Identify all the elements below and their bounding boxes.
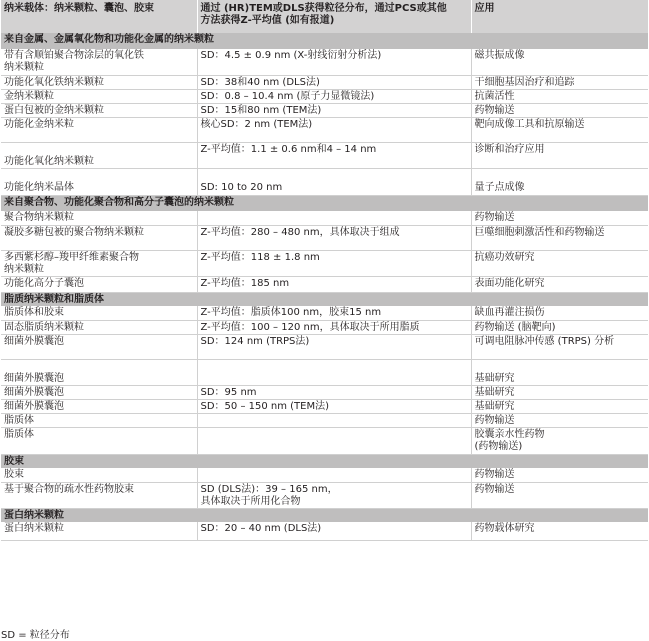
cell-line: 凝胶多糖包被的聚合物纳米颗粒 — [4, 226, 144, 238]
application-cell — [471, 276, 648, 292]
header-size-line1: 通过 (HR)TEM或DLS获得粒径分布，通过PCS或其他 — [200, 3, 447, 14]
table-header-row — [1, 0, 648, 33]
nanocarrier-table — [1, 0, 649, 541]
cell-line: (药物输送) — [474, 440, 523, 452]
cell-line: SD：20 – 40 nm (DLS法) — [200, 523, 322, 534]
cell-line: 纳米颗粒 — [4, 62, 44, 73]
application-cell — [471, 168, 648, 195]
cell-line: 干细胞基因治疗和追踪 — [474, 76, 575, 88]
cell-line: 核心SD：2 nm (TEM法) — [200, 118, 313, 130]
application-cell — [471, 468, 648, 482]
cell-line: 药物输送 — [474, 469, 515, 480]
cell-line: 功能化高分子囊泡 — [4, 277, 84, 289]
carrier-cell — [1, 306, 197, 320]
table-row — [1, 103, 648, 117]
section-header-row — [1, 195, 648, 211]
table-row — [1, 142, 648, 168]
cell-line: 表面功能化研究 — [474, 277, 545, 289]
table-row — [1, 117, 648, 142]
size-cell — [197, 142, 471, 168]
cell-line: 靶向成像工具和抗原输送 — [474, 118, 585, 130]
cell-line: 纳米颗粒 — [4, 263, 44, 275]
table-row — [1, 89, 648, 103]
cell-line: 抗癌功效研究 — [474, 251, 535, 263]
section-title: 胶束 — [1, 454, 648, 468]
cell-line: 脂质体和胶束 — [4, 307, 64, 318]
section-header-row — [1, 33, 648, 49]
cell-line: Z-平均值：1.1 ± 0.6 nm和4 – 14 nm — [200, 143, 377, 155]
section-header-row — [1, 292, 648, 306]
cell-line: 带有含顺铂聚合物涂层的氧化铁 — [4, 50, 144, 61]
cell-line: Z-平均值：100 – 120 nm，具体取决于所用脂质 — [200, 321, 420, 333]
cell-line: 药物输送 (脑靶向) — [474, 321, 556, 333]
table-row — [1, 413, 648, 427]
application-cell — [471, 427, 648, 454]
cell-line: 细菌外膜囊泡 — [4, 372, 64, 384]
application-cell — [471, 522, 648, 540]
cell-line: 细菌外膜囊泡 — [4, 335, 64, 347]
size-cell — [197, 168, 471, 195]
section-title: 蛋白纳米颗粒 — [1, 508, 648, 522]
cell-line: 药物输送 — [474, 414, 515, 426]
size-cell — [197, 211, 471, 225]
carrier-cell — [1, 413, 197, 427]
table-row — [1, 276, 648, 292]
table-row — [1, 385, 648, 399]
carrier-cell — [1, 399, 197, 413]
table-body — [1, 33, 648, 540]
application-cell — [471, 482, 648, 508]
application-cell — [471, 306, 648, 320]
header-size-line2: 方法获得Z-平均值 (如有报道) — [200, 15, 335, 26]
size-cell — [197, 413, 471, 427]
size-cell — [197, 334, 471, 359]
cell-line: 脂质体 — [4, 414, 34, 426]
cell-line: 磁共振成像 — [474, 50, 525, 61]
cell-line: 诊断和治疗应用 — [474, 143, 545, 155]
application-cell — [471, 385, 648, 399]
size-cell — [197, 385, 471, 399]
cell-line: 功能化氧化纳米颗粒 — [4, 155, 94, 167]
table-row — [1, 306, 648, 320]
carrier-cell — [1, 211, 197, 225]
cell-line: 胶束 — [4, 469, 24, 480]
application-cell — [471, 399, 648, 413]
cell-line: 量子点成像 — [474, 181, 525, 193]
header-application: 应用 — [471, 0, 648, 33]
cell-line: 细菌外膜囊泡 — [4, 386, 64, 398]
size-cell — [197, 399, 471, 413]
cell-line: SD：124 nm (TRPS法) — [200, 335, 310, 347]
cell-line: 基于聚合物的疏水性药物胶束 — [4, 483, 134, 495]
cell-line: 脂质体 — [4, 428, 34, 440]
carrier-cell — [1, 89, 197, 103]
carrier-cell — [1, 385, 197, 399]
size-cell — [197, 225, 471, 250]
cell-line: 多西紫杉醇–羧甲纤维素聚合物 — [4, 251, 139, 263]
application-cell — [471, 117, 648, 142]
size-cell — [197, 306, 471, 320]
cell-line: Z-平均值：280 – 480 nm，具体取决于组成 — [200, 226, 400, 238]
carrier-cell — [1, 427, 197, 454]
cell-line: 功能化金纳米粒 — [4, 118, 74, 130]
cell-line: 药物输送 — [474, 104, 515, 116]
table-row — [1, 522, 648, 540]
cell-line: SD：38和40 nm (DLS法) — [200, 76, 320, 88]
application-cell — [471, 413, 648, 427]
size-cell — [197, 49, 471, 75]
cell-line: 聚合物纳米颗粒 — [4, 212, 74, 223]
size-cell — [197, 522, 471, 540]
cell-line: 蛋白纳米颗粒 — [4, 523, 64, 534]
table-row — [1, 250, 648, 276]
cell-line: Z-平均值：脂质体100 nm，胶束15 nm — [200, 307, 382, 318]
cell-line: SD：0.8 – 10.4 nm (原子力显微镜法) — [200, 90, 375, 102]
cell-line: 基础研究 — [474, 372, 515, 384]
carrier-cell — [1, 103, 197, 117]
application-cell — [471, 211, 648, 225]
cell-line: 基础研究 — [474, 400, 515, 412]
cell-line: 可调电阻脉冲传感 (TRPS) 分析 — [474, 335, 615, 347]
carrier-cell — [1, 320, 197, 334]
section-header-row — [1, 508, 648, 522]
section-title: 来自聚合物、功能化聚合物和高分子囊泡的纳米颗粒 — [1, 195, 648, 211]
table-row — [1, 75, 648, 89]
size-cell — [197, 320, 471, 334]
application-cell — [471, 334, 648, 359]
cell-line: 金纳米颗粒 — [4, 90, 54, 102]
cell-line: 细菌外膜囊泡 — [4, 400, 64, 412]
table-row — [1, 482, 648, 508]
application-cell — [471, 103, 648, 117]
carrier-cell — [1, 276, 197, 292]
table-row — [1, 320, 648, 334]
cell-line: SD：15和80 nm (TEM法) — [200, 104, 322, 116]
section-header-row — [1, 454, 648, 468]
section-title: 来自金属、金属氧化物和功能化金属的纳米颗粒 — [1, 33, 648, 49]
application-cell — [471, 359, 648, 385]
carrier-cell — [1, 482, 197, 508]
carrier-cell — [1, 117, 197, 142]
cell-line: Z-平均值：185 nm — [200, 277, 290, 289]
size-cell — [197, 468, 471, 482]
cell-line: 巨噬细胞刺激活性和药物输送 — [474, 226, 605, 238]
carrier-cell — [1, 49, 197, 75]
carrier-cell — [1, 522, 197, 540]
size-cell — [197, 89, 471, 103]
cell-line: SD：50 – 150 nm (TEM法) — [200, 400, 330, 412]
size-cell — [197, 359, 471, 385]
table-row — [1, 49, 648, 75]
carrier-cell — [1, 225, 197, 250]
size-cell — [197, 250, 471, 276]
cell-line: 功能化纳米晶体 — [4, 181, 74, 193]
carrier-cell — [1, 75, 197, 89]
application-cell — [471, 89, 648, 103]
cell-line: 药物输送 — [474, 212, 515, 223]
application-cell — [471, 250, 648, 276]
application-cell — [471, 142, 648, 168]
table-row — [1, 468, 648, 482]
carrier-cell — [1, 468, 197, 482]
cell-line: 具体取决于所用化合物 — [200, 495, 301, 507]
cell-line: SD: 10 to 20 nm — [200, 181, 283, 193]
cell-line: 抗菌活性 — [474, 90, 515, 102]
size-cell — [197, 482, 471, 508]
cell-line: 药物载体研究 — [474, 523, 535, 534]
carrier-cell — [1, 142, 197, 168]
table-row — [1, 211, 648, 225]
size-cell — [197, 427, 471, 454]
table-row — [1, 399, 648, 413]
carrier-cell — [1, 334, 197, 359]
cell-line: Z-平均值：118 ± 1.8 nm — [200, 251, 320, 263]
application-cell — [471, 225, 648, 250]
cell-line: 蛋白包被的金纳米颗粒 — [4, 104, 104, 116]
carrier-cell — [1, 168, 197, 195]
header-size-method — [197, 0, 471, 33]
carrier-cell — [1, 250, 197, 276]
table-row — [1, 168, 648, 195]
size-cell — [197, 103, 471, 117]
cell-line: 药物输送 — [474, 483, 515, 495]
size-cell — [197, 117, 471, 142]
cell-line: 胶囊亲水性药物 — [474, 428, 545, 440]
application-cell — [471, 320, 648, 334]
cell-line: SD：4.5 ± 0.9 nm (X-射线衍射分析法) — [200, 50, 382, 61]
cell-line: SD (DLS法)：39 – 165 nm， — [200, 483, 338, 495]
footnote: SD = 粒径分布 — [1, 630, 70, 641]
cell-line: 功能化氧化铁纳米颗粒 — [4, 76, 104, 88]
cell-line: SD：95 nm — [200, 386, 257, 398]
section-title: 脂质纳米颗粒和脂质体 — [1, 292, 648, 306]
header-carrier: 纳米载体：纳米颗粒、囊泡、胶束 — [1, 0, 197, 33]
cell-line: 基础研究 — [474, 386, 515, 398]
table-row — [1, 359, 648, 385]
application-cell — [471, 75, 648, 89]
table-row — [1, 427, 648, 454]
table-row — [1, 225, 648, 250]
size-cell — [197, 75, 471, 89]
size-cell — [197, 276, 471, 292]
cell-line: 固态脂质纳米颗粒 — [4, 321, 84, 333]
cell-line: 缺血再灌注损伤 — [474, 307, 545, 318]
table-row — [1, 334, 648, 359]
carrier-cell — [1, 359, 197, 385]
application-cell — [471, 49, 648, 75]
